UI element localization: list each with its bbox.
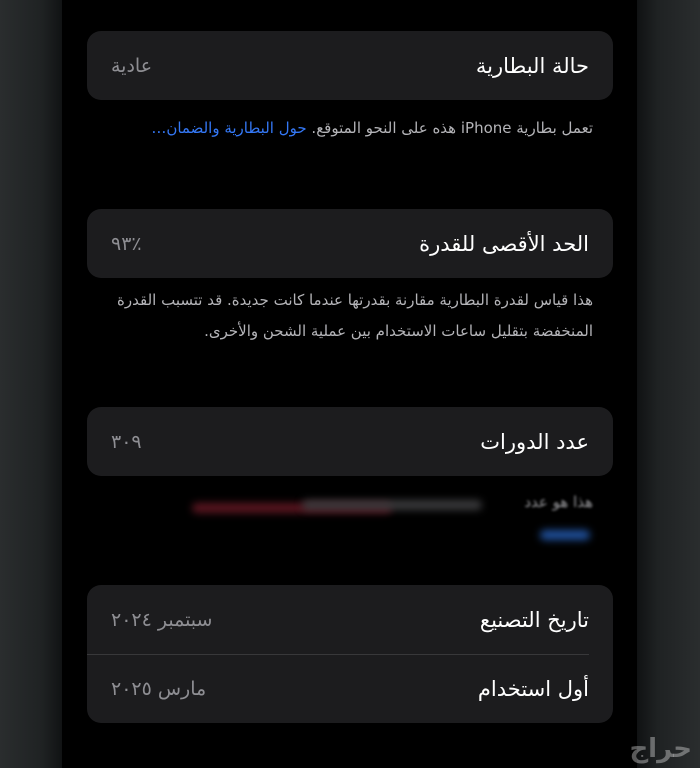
cycle-count-row <box>87 407 613 476</box>
battery-condition-card <box>87 31 613 100</box>
battery-condition-note-text: تعمل بطارية iPhone هذه على النحو المتوقع. <box>311 119 593 137</box>
first-use-label: أول استخدام <box>477 677 589 701</box>
cycle-count-value: ٣٠٩ <box>111 430 142 453</box>
phone-screen <box>62 0 637 768</box>
cycle-count-card <box>87 407 613 476</box>
dates-card <box>87 585 613 723</box>
maximum-capacity-card <box>87 209 613 278</box>
maximum-capacity-value: ٪٩٣ <box>111 232 142 255</box>
cycle-count-note-text: هذا هو عدد <box>524 493 593 511</box>
first-use-value: مارس ٢٠٢٥ <box>111 678 207 700</box>
manufacture-date-row <box>87 585 613 654</box>
cycle-count-label: عدد الدورات <box>480 429 589 454</box>
redaction-mark <box>540 530 590 540</box>
battery-warranty-link[interactable]: حول البطارية والضمان… <box>151 119 307 137</box>
battery-condition-row <box>87 31 613 100</box>
battery-condition-value: عادية <box>111 54 153 77</box>
first-use-row <box>87 655 613 723</box>
manufacture-date-label: تاريخ التصنيع <box>479 607 589 632</box>
battery-condition-note <box>107 113 593 144</box>
maximum-capacity-label: الحد الأقصى للقدرة <box>419 231 589 256</box>
cycle-count-note <box>107 487 593 547</box>
redaction-mark <box>302 500 482 510</box>
maximum-capacity-note: هذا قياس لقدرة البطارية مقارنة بقدرتها عندما كانت جديدة. قد تتسبب القدرة المنخفضة بتقليل ساعات الاستخدام بين عملية الشحن والأخرى. <box>117 291 593 340</box>
maximum-capacity-row <box>87 209 613 278</box>
manufacture-date-value: سبتمبر ٢٠٢٤ <box>111 608 213 631</box>
haraj-watermark-logo: حراج <box>629 734 692 764</box>
battery-condition-label: حالة البطارية <box>475 53 589 78</box>
